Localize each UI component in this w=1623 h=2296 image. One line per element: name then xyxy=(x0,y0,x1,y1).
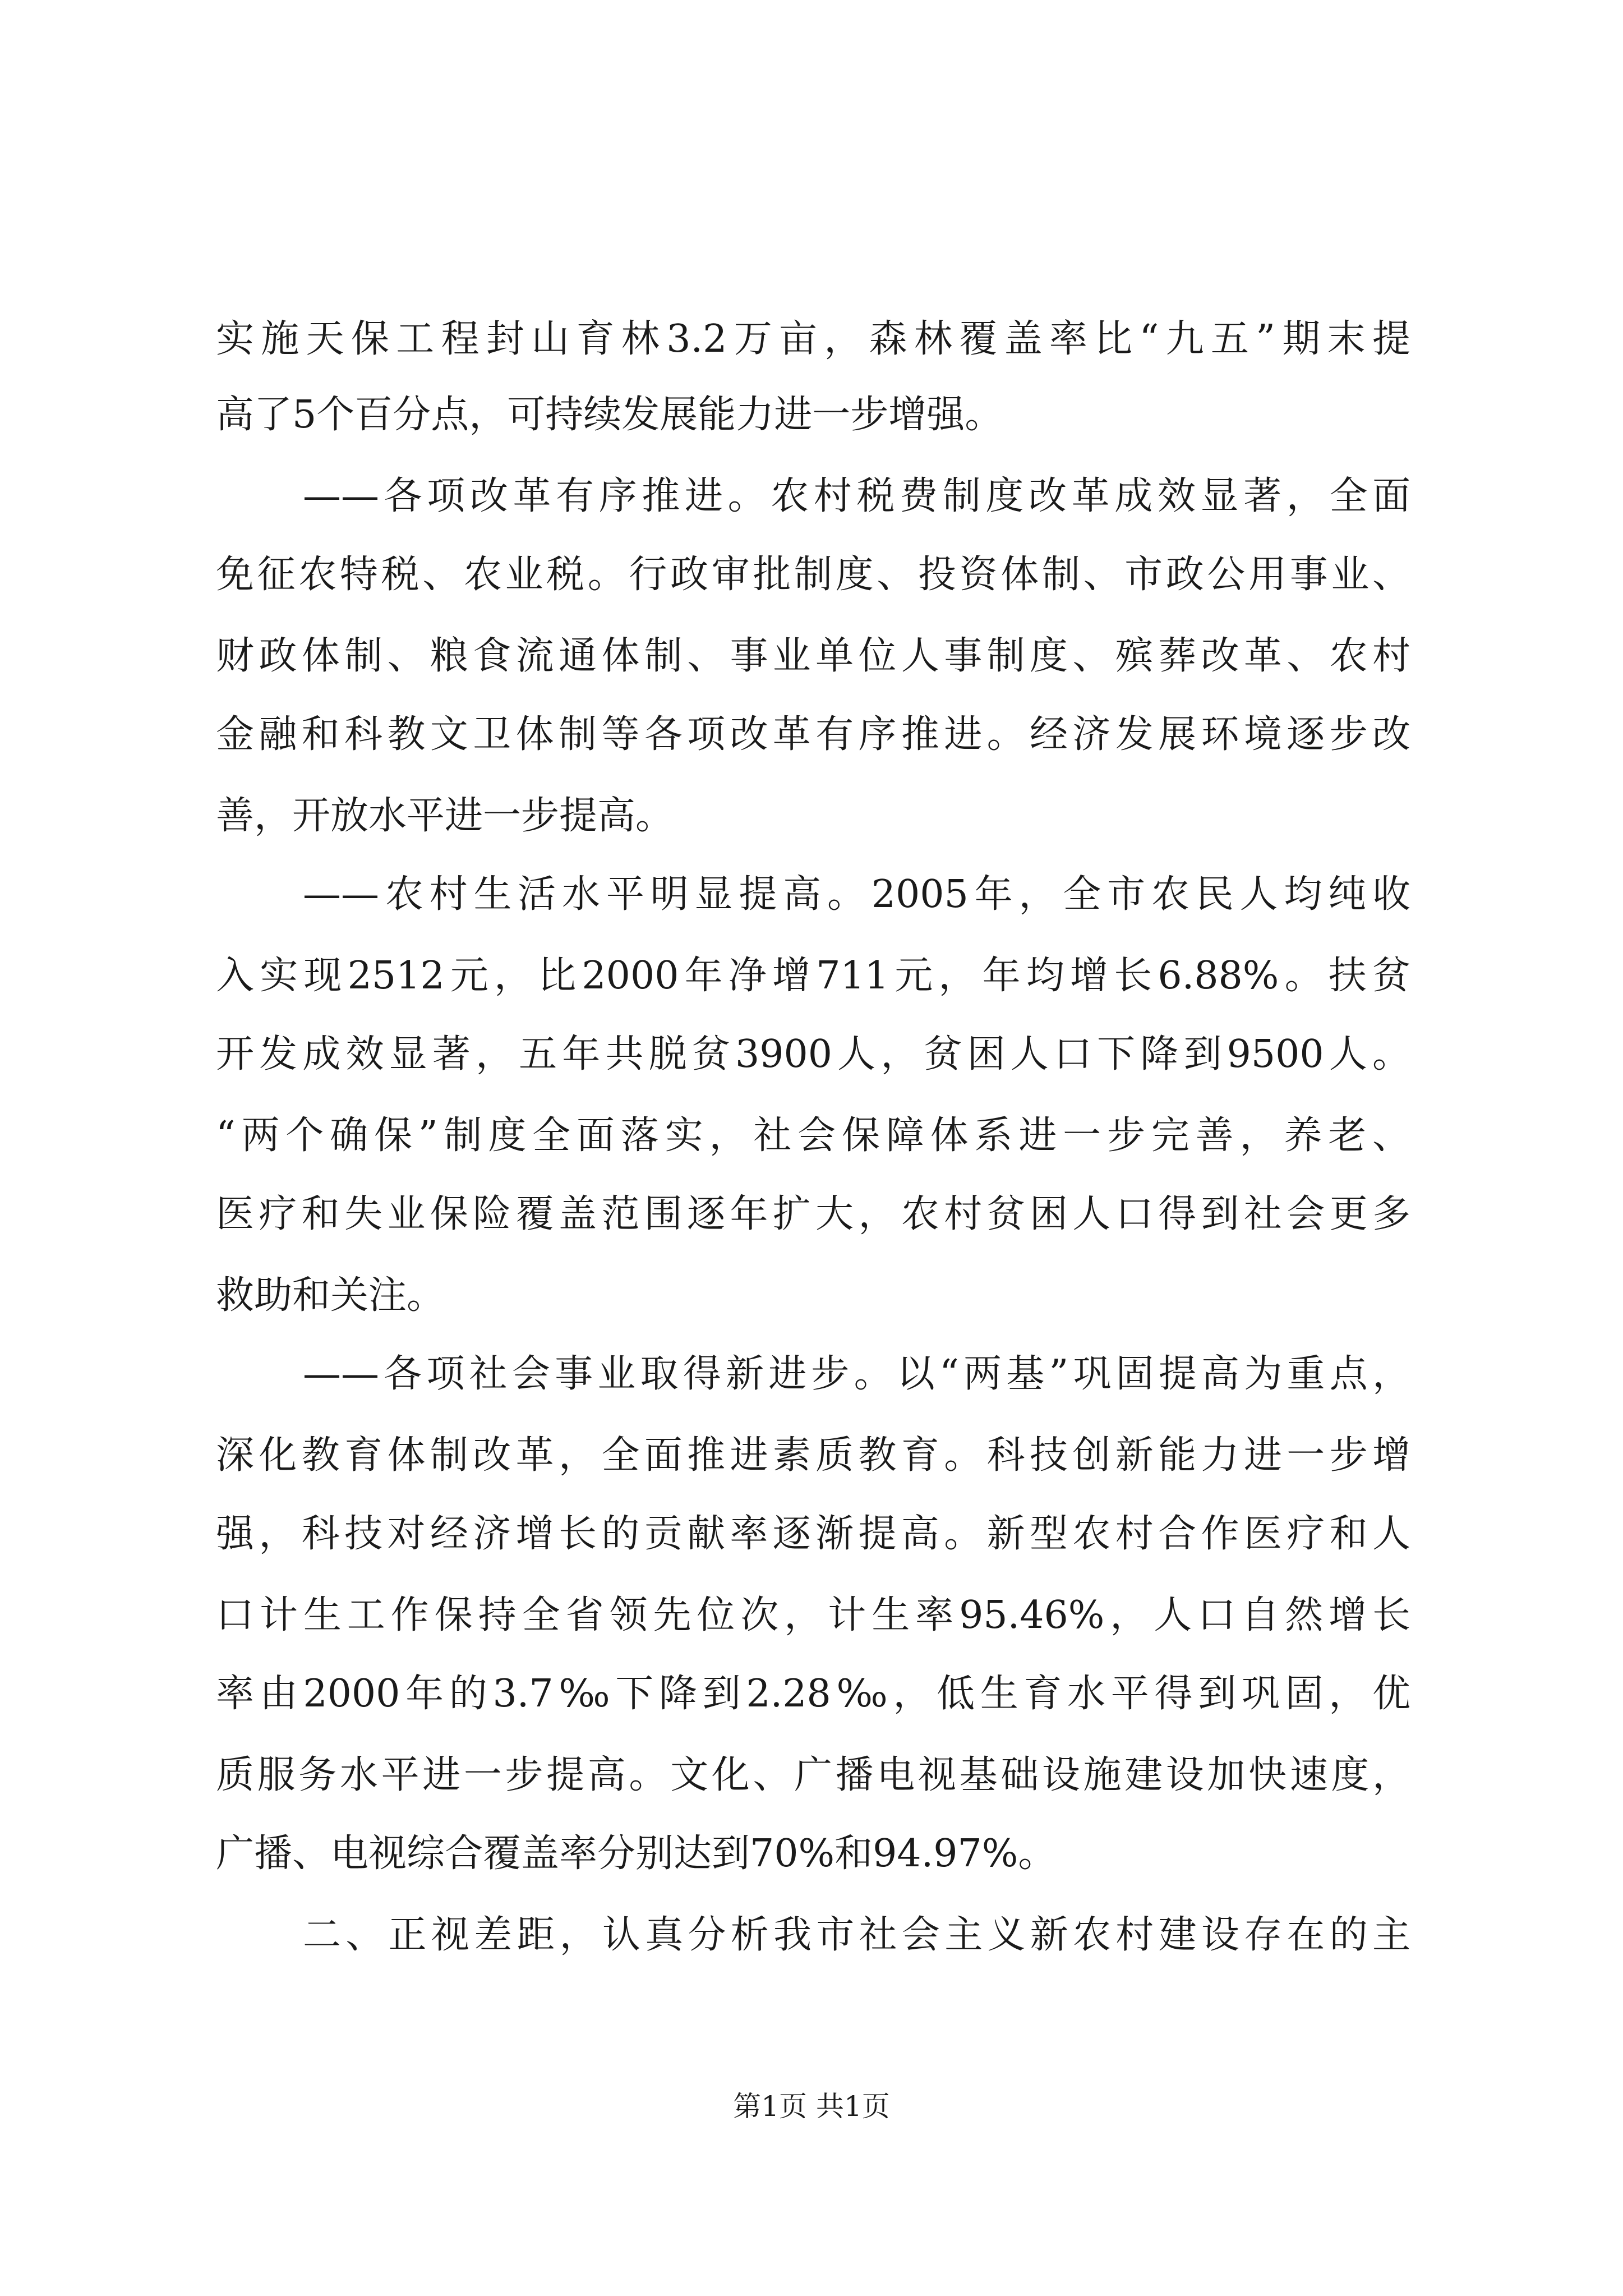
page-footer xyxy=(0,2087,1623,2126)
text-line: 医疗和失业保险覆盖范围逐年扩大，农村贫困人口得到社会更多 xyxy=(216,1192,1410,1236)
text-line: ——农村生活水平明显提高。2005年，全市农民人均纯收 xyxy=(303,872,1410,917)
text-line: 质服务水平进一步提高。文化、广播电视基础设施建设加快速度， xyxy=(216,1753,1410,1797)
text-line: 救助和关注。 xyxy=(216,1273,445,1318)
text-line: 财政体制、粮食流通体制、事业单位人事制度、殡葬改革、农村 xyxy=(216,634,1410,678)
text-line: “两个确保”制度全面落实，社会保障体系进一步完善，养老、 xyxy=(216,1114,1410,1158)
text-line: ——各项改革有序推进。农村税费制度改革成效显著，全面 xyxy=(303,474,1410,518)
text-line: 率由2000年的3.7‰下降到2.28‰，低生育水平得到巩固，优 xyxy=(216,1672,1410,1716)
text-line: 开发成效显著，五年共脱贫3900人，贫困人口下降到9500人。 xyxy=(216,1032,1410,1076)
text-line: 实施天保工程封山育林3.2万亩，森林覆盖率比“九五”期末提 xyxy=(216,317,1410,361)
text-line: 深化教育体制改革，全面推进素质教育。科技创新能力进一步增 xyxy=(216,1433,1410,1478)
text-line: 广播、电视综合覆盖率分别达到70%和94.97%。 xyxy=(216,1832,1057,1876)
text-line: 强，科技对经济增长的贡献率逐渐提高。新型农村合作医疗和人 xyxy=(216,1512,1410,1556)
text-line: 善，开放水平进一步提高。 xyxy=(216,794,674,838)
text-line: 金融和科教文卫体制等各项改革有序推进。经济发展环境逐步改 xyxy=(216,712,1410,757)
text-line: 免征农特税、农业税。行政审批制度、投资体制、市政公用事业、 xyxy=(216,553,1410,597)
section-heading-line: 二、正视差距，认真分析我市社会主义新农村建设存在的主 xyxy=(303,1913,1410,1957)
text-line: ——各项社会事业取得新进步。以“两基”巩固提高为重点， xyxy=(303,1352,1410,1396)
text-line: 高了5个百分点，可持续发展能力进一步增强。 xyxy=(216,393,1003,437)
text-line: 入实现2512元，比2000年净增711元，年均增长6.88%。扶贫 xyxy=(216,954,1410,998)
page-number-label: 第1页 共1页 xyxy=(733,2090,890,2123)
text-line: 口计生工作保持全省领先位次，计生率95.46%，人口自然增长 xyxy=(216,1593,1410,1637)
